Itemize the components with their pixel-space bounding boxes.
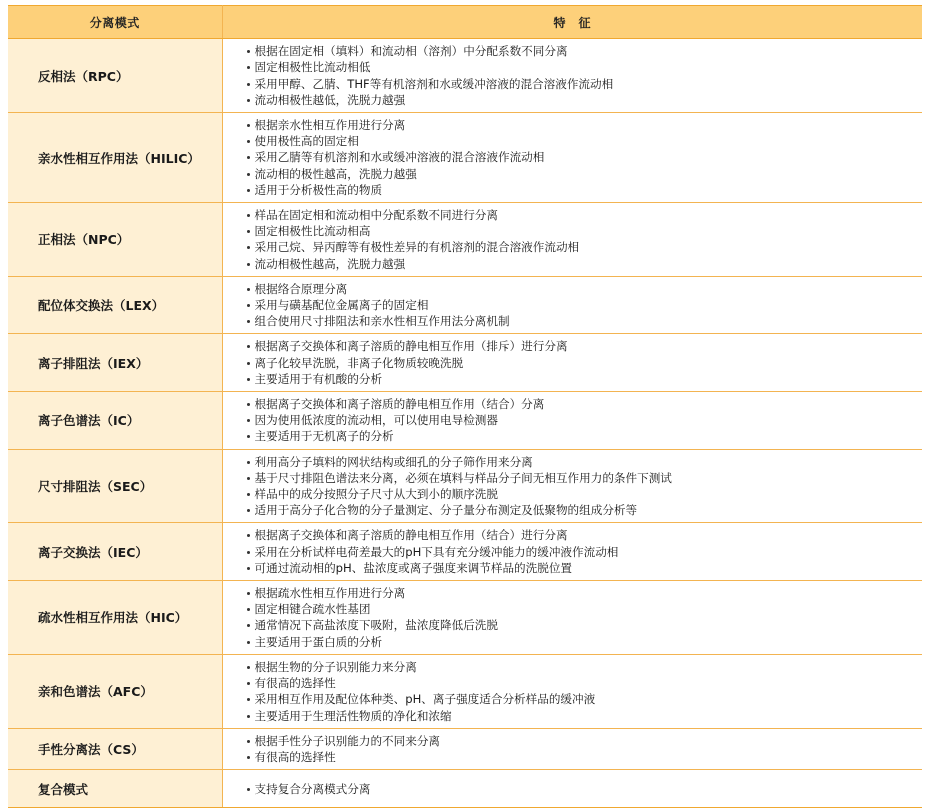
feature-item: 采用与磺基配位金属离子的固定相 xyxy=(247,297,923,313)
feature-list xyxy=(247,207,923,272)
separation-mode-name: 亲水性相互作用法（HILIC） xyxy=(8,113,222,203)
feature-cell xyxy=(222,449,922,523)
separation-modes-table-wrap xyxy=(8,5,922,808)
feature-item: 使用极性高的固定相 xyxy=(247,133,923,149)
separation-mode-name: 正相法（NPC） xyxy=(8,203,222,277)
feature-item: 主要适用于无机离子的分析 xyxy=(247,428,923,444)
feature-item: 采用相互作用及配位体种类、pH、离子强度适合分析样品的缓冲液 xyxy=(247,691,923,707)
separation-mode-name: 配位体交换法（LEX） xyxy=(8,276,222,334)
table-row xyxy=(8,581,922,655)
feature-item: 样品中的成分按照分子尺寸从大到小的顺序洗脱 xyxy=(247,486,923,502)
feature-item: 离子化较早洗脱，非离子化物质较晚洗脱 xyxy=(247,355,923,371)
feature-list xyxy=(247,338,923,387)
feature-item: 通常情况下高盐浓度下吸附，盐浓度降低后洗脱 xyxy=(247,617,923,633)
feature-cell xyxy=(222,334,922,392)
table-row xyxy=(8,449,922,523)
separation-mode-name: 离子排阻法（IEX） xyxy=(8,334,222,392)
feature-item: 根据手性分子识别能力的不同来分离 xyxy=(247,733,923,749)
feature-item: 主要适用于生理活性物质的净化和浓缩 xyxy=(247,708,923,724)
feature-cell xyxy=(222,392,922,450)
feature-item: 固定相极性比流动相低 xyxy=(247,59,923,75)
feature-cell xyxy=(222,654,922,728)
feature-list xyxy=(247,527,923,576)
feature-cell xyxy=(222,276,922,334)
mode-column-header: 分离模式 xyxy=(8,6,222,39)
feature-item: 根据生物的分子识别能力来分离 xyxy=(247,659,923,675)
separation-mode-name: 亲和色谱法（AFC） xyxy=(8,654,222,728)
feature-item: 根据离子交换体和离子溶质的静电相互作用（排斥）进行分离 xyxy=(247,338,923,354)
feature-item: 因为使用低浓度的流动相，可以使用电导检测器 xyxy=(247,412,923,428)
table-row xyxy=(8,113,922,203)
feature-item: 基于尺寸排阻色谱法来分离，必须在填料与样品分子间无相互作用力的条件下测试 xyxy=(247,470,923,486)
feature-item: 采用甲醇、乙腈、THF等有机溶剂和水或缓冲溶液的混合溶液作流动相 xyxy=(247,76,923,92)
table-row xyxy=(8,392,922,450)
feature-item: 根据离子交换体和离子溶质的静电相互作用（结合）进行分离 xyxy=(247,527,923,543)
feature-cell xyxy=(222,203,922,277)
feature-item: 根据络合原理分离 xyxy=(247,281,923,297)
feature-item: 组合使用尺寸排阻法和亲水性相互作用法分离机制 xyxy=(247,313,923,329)
feature-item: 流动相极性越低，洗脱力越强 xyxy=(247,92,923,108)
feature-cell xyxy=(222,523,922,581)
table-row xyxy=(8,39,922,113)
feature-item: 有很高的选择性 xyxy=(247,675,923,691)
feature-item: 有很高的选择性 xyxy=(247,749,923,765)
feature-item: 支持复合分离模式分离 xyxy=(247,781,923,797)
feature-list xyxy=(247,281,923,330)
separation-mode-name: 离子交换法（IEC） xyxy=(8,523,222,581)
feature-item: 可通过流动相的pH、盐浓度或离子强度来调节样品的洗脱位置 xyxy=(247,560,923,576)
table-row xyxy=(8,654,922,728)
separation-mode-name: 尺寸排阻法（SEC） xyxy=(8,449,222,523)
feature-list xyxy=(247,396,923,445)
table-header xyxy=(8,6,922,39)
table-row xyxy=(8,728,922,769)
feature-item: 主要适用于蛋白质的分析 xyxy=(247,634,923,650)
table-body xyxy=(8,39,922,808)
feature-item: 样品在固定相和流动相中分配系数不同进行分离 xyxy=(247,207,923,223)
separation-mode-name: 反相法（RPC） xyxy=(8,39,222,113)
feature-item: 采用乙腈等有机溶剂和水或缓冲溶液的混合溶液作流动相 xyxy=(247,149,923,165)
feature-item: 根据离子交换体和离子溶质的静电相互作用（结合）分离 xyxy=(247,396,923,412)
feature-item: 根据在固定相（填料）和流动相（溶剂）中分配系数不同分离 xyxy=(247,43,923,59)
feature-item: 根据疏水性相互作用进行分离 xyxy=(247,585,923,601)
feature-item: 流动相的极性越高，洗脱力越强 xyxy=(247,166,923,182)
feature-item: 主要适用于有机酸的分析 xyxy=(247,371,923,387)
feature-item: 利用高分子填料的网状结构或细孔的分子筛作用来分离 xyxy=(247,454,923,470)
feature-list xyxy=(247,454,923,519)
feature-cell xyxy=(222,39,922,113)
feature-item: 根据亲水性相互作用进行分离 xyxy=(247,117,923,133)
feature-item: 采用在分析试样电荷差最大的pH下具有充分缓冲能力的缓冲液作流动相 xyxy=(247,544,923,560)
feature-cell xyxy=(222,113,922,203)
feature-item: 适用于分析极性高的物质 xyxy=(247,182,923,198)
table-row xyxy=(8,523,922,581)
feature-item: 采用己烷、异丙醇等有极性差异的有机溶剂的混合溶液作流动相 xyxy=(247,239,923,255)
feature-list xyxy=(247,659,923,724)
feature-item: 固定相极性比流动相高 xyxy=(247,223,923,239)
feature-list xyxy=(247,43,923,108)
separation-modes-table xyxy=(8,5,922,808)
table-row xyxy=(8,203,922,277)
feature-item: 流动相极性越高，洗脱力越强 xyxy=(247,256,923,272)
feature-item: 适用于高分子化合物的分子量测定、分子量分布测定及低聚物的组成分析等 xyxy=(247,502,923,518)
feature-column-header: 特 征 xyxy=(222,6,922,39)
header-row xyxy=(8,6,922,39)
separation-mode-name: 复合模式 xyxy=(8,770,222,808)
feature-cell xyxy=(222,728,922,769)
feature-list xyxy=(247,117,923,198)
feature-list xyxy=(247,733,923,765)
feature-list xyxy=(247,585,923,650)
table-row xyxy=(8,276,922,334)
separation-mode-name: 疏水性相互作用法（HIC） xyxy=(8,581,222,655)
feature-item: 固定相键合疏水性基团 xyxy=(247,601,923,617)
feature-cell xyxy=(222,581,922,655)
separation-mode-name: 离子色谱法（IC） xyxy=(8,392,222,450)
separation-mode-name: 手性分离法（CS） xyxy=(8,728,222,769)
table-row xyxy=(8,334,922,392)
